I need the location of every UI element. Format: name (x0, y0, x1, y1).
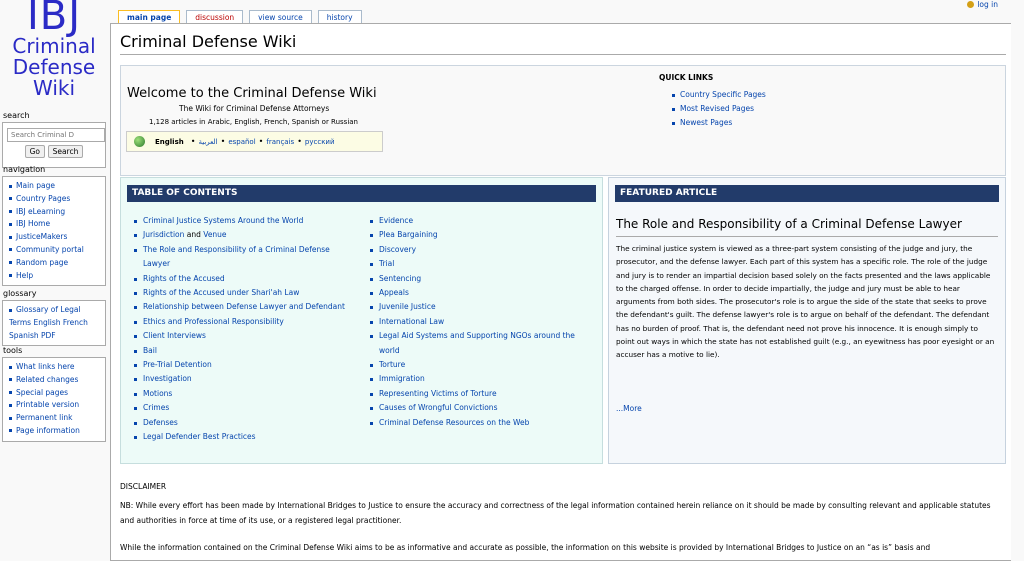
toc-item[interactable]: Legal Defender Best Practices (133, 430, 353, 444)
language-spanish[interactable]: español (228, 137, 256, 146)
toc-item[interactable]: Legal Aid Systems and Supporting NGOs around the world (369, 329, 593, 358)
glossary-link-line-2[interactable]: Terms English French (9, 317, 88, 327)
toc-item[interactable]: Criminal Defense Resources on the Web (369, 416, 593, 430)
login-link[interactable] (967, 0, 998, 9)
sidebar-item-country-pages[interactable]: Country Pages (9, 193, 102, 206)
sidebar-item-ibj-home[interactable]: IBJ Home (9, 218, 102, 231)
toc-item[interactable]: Crimes (133, 401, 353, 415)
globe-icon (134, 136, 145, 147)
disclaimer-text: NB: While every effort has been made by International Bridges to Justice to ensure the accuracy and correctness of the legal information contained herein reliance on it should be made by consulting relevant and applicable statutes and authorities in force at time of its use, or a registered legal practitioner. (120, 501, 991, 525)
sidebar-item-random-page[interactable]: Random page (9, 257, 102, 270)
toc-item[interactable]: Bail (133, 344, 353, 358)
toc-item[interactable]: Juvenile Justice (369, 300, 593, 314)
toc-conjunction: and (184, 230, 204, 240)
more-link[interactable]: ...More (616, 404, 642, 413)
user-icon (967, 1, 974, 8)
glossary-heading: glossary (3, 289, 37, 298)
toc-item[interactable]: Representing Victims of Torture (369, 387, 593, 401)
toc-item[interactable]: International Law (369, 315, 593, 329)
language-english: English (155, 137, 184, 146)
navigation-portlet (0, 165, 106, 286)
logo-line-3: Defense (12, 55, 96, 79)
quick-link-country-specific[interactable]: Country Specific Pages (672, 88, 766, 102)
toc-right-column (369, 214, 593, 430)
page-title: Criminal Defense Wiki (120, 32, 297, 51)
search-button[interactable]: Search (48, 145, 84, 158)
welcome-subtitle: The Wiki for Criminal Defense Attorneys (179, 104, 330, 113)
welcome-title: Welcome to the Criminal Defense Wiki (127, 86, 377, 101)
toc-item[interactable]: Trial (369, 257, 593, 271)
toc-item[interactable]: Motions (133, 387, 353, 401)
site-logo[interactable] (6, 0, 102, 99)
sidebar-item-ibj-elearning[interactable]: IBJ eLearning (9, 206, 102, 219)
go-button[interactable]: Go (25, 145, 45, 158)
separator: • (258, 137, 264, 146)
tab-view-source[interactable]: view source (249, 10, 312, 24)
main-content (110, 23, 1011, 561)
separator: • (297, 137, 302, 146)
quick-link-newest[interactable]: Newest Pages (672, 116, 766, 130)
language-russian[interactable]: русский (304, 137, 335, 146)
separator: • (220, 137, 226, 146)
search-heading: search (3, 111, 30, 120)
tab-history[interactable]: history (318, 10, 362, 24)
glossary-link[interactable]: Glossary of Legal (9, 304, 102, 317)
featured-article-box (608, 177, 1006, 464)
featured-text: The criminal justice system is viewed as a three-part system consisting of the judge and jury, the prosecutor, and the defense lawyer. Each part of this system has a specific role. The role of the judge and jury is to render an impartial decision based solely on the facts presented and the laws applicable to the charged offense. In order to decide impartially, the judge and jury must be able to hear arguments from both sides. The prosecutor's role is to argue the side of the state that seeks to prove the defendant's guilt. The defense lawyer's role is to argue on behalf of the defendant. The defendant has no burden of proof. That is, the defendant need not prove his innocence. It is enough simply to point out ways in which the state has not established guilt (e.g., an eyewitness has poor eyesight or an accuser has a motive to lie). (616, 244, 995, 360)
tool-what-links-here[interactable]: What links here (9, 361, 102, 374)
quick-link-most-revised[interactable]: Most Revised Pages (672, 102, 766, 116)
toc-item[interactable]: The Role and Responsibility of a Criminal Defense Lawyer (133, 243, 353, 272)
tab-main-page[interactable]: main page (118, 10, 180, 24)
featured-title: The Role and Responsibility of a Criminal Defense Lawyer (616, 217, 962, 231)
tab-discussion[interactable]: discussion (186, 10, 243, 24)
tool-page-information[interactable]: Page information (9, 425, 102, 438)
language-arabic[interactable]: العربية (198, 137, 218, 146)
quick-links (659, 73, 766, 131)
toc-item[interactable]: Criminal Justice Systems Around the World (133, 214, 353, 228)
sidebar-item-community-portal[interactable]: Community portal (9, 244, 102, 257)
toc-item[interactable]: Investigation (133, 372, 353, 386)
welcome-box (120, 65, 1006, 176)
toc-item[interactable]: Sentencing (369, 272, 593, 286)
toc-item[interactable]: Plea Bargaining (369, 228, 593, 242)
tools-heading: tools (3, 346, 23, 355)
sidebar-item-help[interactable]: Help (9, 270, 102, 283)
toc-item[interactable]: Evidence (369, 214, 593, 228)
login-label: log in (977, 0, 998, 9)
toc-item[interactable]: Ethics and Professional Responsibility (133, 315, 353, 329)
tool-special-pages[interactable]: Special pages (9, 387, 102, 400)
tools-portlet (0, 346, 106, 442)
toc-item[interactable]: Client Interviews (133, 329, 353, 343)
language-french[interactable]: français (266, 137, 295, 146)
navigation-heading: navigation (3, 165, 46, 174)
tool-related-changes[interactable]: Related changes (9, 374, 102, 387)
toc-item[interactable]: Defenses (133, 416, 353, 430)
heading-divider (120, 54, 1006, 55)
toc-item[interactable]: Immigration (369, 372, 593, 386)
toc-item[interactable]: Appeals (369, 286, 593, 300)
toc-item[interactable]: Discovery (369, 243, 593, 257)
sidebar-item-justicemakers[interactable]: JusticeMakers (9, 231, 102, 244)
language-bar (126, 131, 383, 152)
sidebar-item-main-page[interactable]: Main page (9, 180, 102, 193)
tool-printable-version[interactable]: Printable version (9, 399, 102, 412)
article-count: 1,128 articles in Arabic, English, French, Spanish or Russian (149, 118, 358, 126)
toc-link-jurisdiction[interactable]: Jurisdiction (143, 230, 185, 240)
logo-line-2: Criminal (12, 34, 96, 58)
separator: • (190, 137, 196, 146)
tool-permanent-link[interactable]: Permanent link (9, 412, 102, 425)
quick-links-title: QUICK LINKS (659, 73, 714, 82)
glossary-portlet (0, 289, 106, 346)
featured-header: FEATURED ARTICLE (615, 185, 999, 202)
featured-divider (616, 236, 998, 237)
glossary-link-line-3[interactable]: Spanish PDF (9, 330, 56, 340)
toc-header: TABLE OF CONTENTS (127, 185, 596, 202)
disclaimer-title: DISCLAIMER (120, 482, 167, 491)
disclaimer-text-2: While the information contained on the Criminal Defense Wiki aims to be as informative and accurate as possible, the information on this website is provided by International Bridges to Justice on an “as is” basis and (120, 543, 931, 552)
toc-item[interactable]: Pre-Trial Detention (133, 358, 353, 372)
search-portlet (0, 111, 106, 168)
toc-item[interactable]: Relationship between Defense Lawyer and Defendant (133, 300, 353, 314)
toc-item[interactable]: Rights of the Accused under Shari'ah Law (133, 286, 353, 300)
toc-item[interactable]: Rights of the Accused (133, 272, 353, 286)
search-box (2, 122, 106, 168)
toc-link-venue[interactable]: Venue (203, 230, 227, 240)
toc-item[interactable]: Torture (369, 358, 593, 372)
toc-left-column (133, 214, 353, 445)
page-tabs (118, 10, 362, 23)
toc-item (133, 228, 353, 242)
logo-line-4: Wiki (32, 76, 76, 100)
logo-line-1: IBJ (26, 0, 82, 39)
search-input[interactable] (7, 128, 105, 142)
toc-box (120, 177, 603, 464)
toc-item[interactable]: Causes of Wrongful Convictions (369, 401, 593, 415)
